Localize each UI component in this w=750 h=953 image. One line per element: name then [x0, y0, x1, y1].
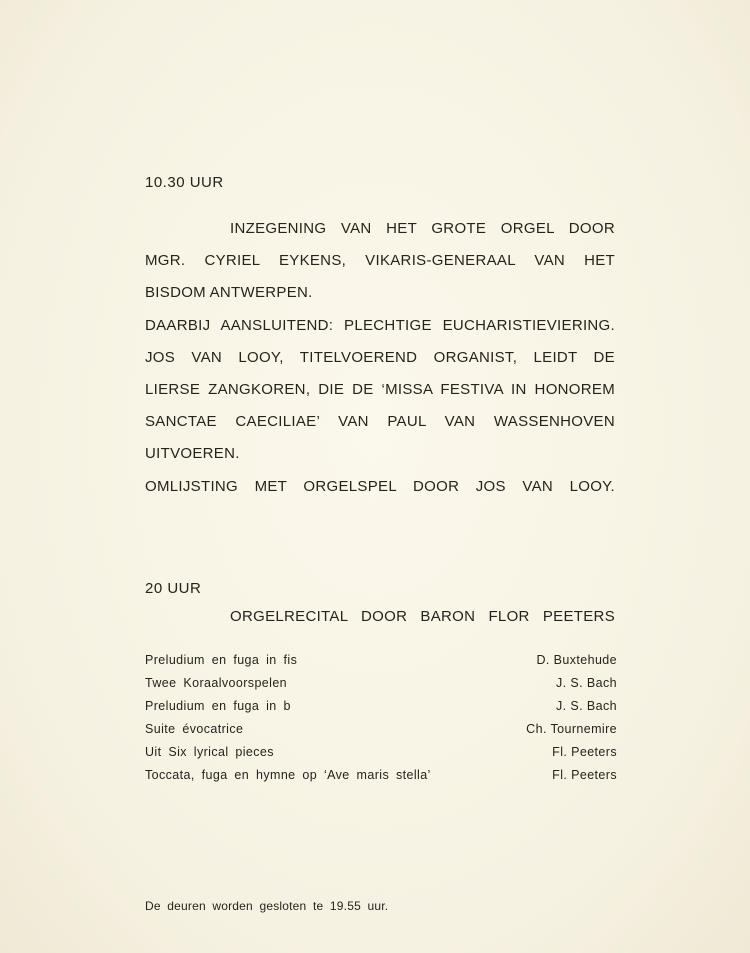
program-list — [145, 649, 617, 787]
morning-line: UITVOEREN. — [145, 445, 240, 463]
closing-note: De deuren worden gesloten te 19.55 uur. — [145, 899, 389, 913]
morning-line: JOS VAN LOOY, TITELVOEREND ORGANIST, LEIDT DE — [145, 348, 615, 366]
program-work: Suite évocatrice — [145, 722, 244, 736]
evening-time: 20 UUR — [145, 580, 202, 597]
program-item — [145, 695, 617, 718]
program-composer: J. S. Bach — [556, 676, 617, 690]
morning-line: INZEGENING VAN HET GROTE ORGEL DOOR — [230, 220, 615, 237]
program-item — [145, 672, 617, 695]
program-item — [145, 718, 617, 741]
morning-time: 10.30 UUR — [145, 174, 224, 191]
program-composer: J. S. Bach — [556, 699, 617, 713]
morning-line: MGR. CYRIEL EYKENS, VIKARIS-GENERAAL VAN HET — [145, 252, 615, 270]
program-composer: Ch. Tournemire — [526, 722, 617, 736]
program-item — [145, 649, 617, 672]
program-work: Preludium en fuga in b — [145, 699, 291, 713]
recital-title: ORGELRECITAL DOOR BARON FLOR PEETERS — [230, 608, 615, 625]
program-composer: Fl. Peeters — [552, 745, 617, 759]
program-composer: D. Buxtehude — [536, 653, 617, 667]
morning-line: DAARBIJ AANSLUITEND: PLECHTIGE EUCHARISTIEVIERING. — [145, 316, 615, 334]
morning-line: BISDOM ANTWERPEN. — [145, 284, 313, 302]
morning-line: LIERSE ZANGKOREN, DIE DE ‘MISSA FESTIVA IN HONOREM — [145, 380, 615, 398]
program-work: Uit Six lyrical pieces — [145, 745, 274, 759]
program-work: Toccata, fuga en hymne op ‘Ave maris stella’ — [145, 768, 431, 782]
program-work: Preludium en fuga in fis — [145, 653, 298, 667]
program-item — [145, 764, 617, 787]
morning-description — [145, 213, 615, 503]
program-work: Twee Koraalvoorspelen — [145, 676, 288, 690]
morning-line: OMLIJSTING MET ORGELSPEL DOOR JOS VAN LOOY. — [145, 477, 615, 495]
program-composer: Fl. Peeters — [552, 768, 617, 782]
morning-line: SANCTAE CAECILIAE’ VAN PAUL VAN WASSENHOVEN — [145, 413, 615, 431]
program-item — [145, 741, 617, 764]
